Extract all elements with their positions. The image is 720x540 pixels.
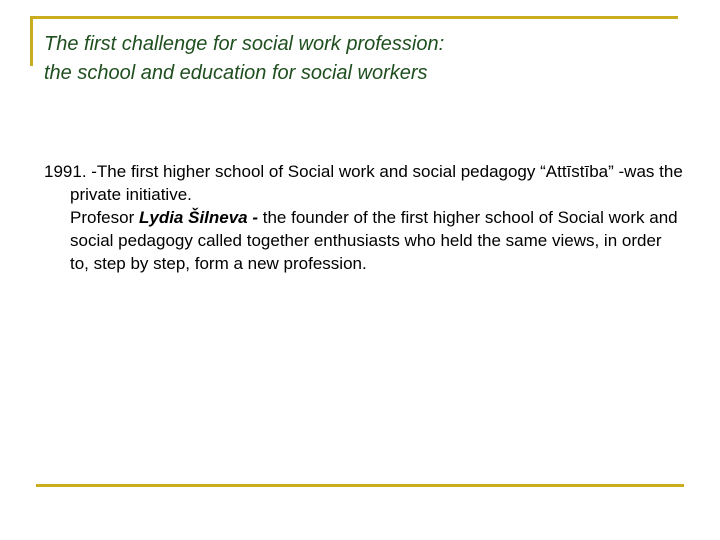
founder-prefix: Profesor: [70, 208, 139, 227]
founder-description: the founder of the first higher school of Social work and social pedagogy called together enthusiasts who held the same views, in order to, step by step, form a new profession.: [70, 208, 678, 273]
slide-body: [44, 160, 684, 275]
paragraph-1991: 1991. -The first higher school of Social work and social pedagogy “Attīstība” -was the private initiative.: [44, 162, 683, 204]
top-rule: [30, 16, 678, 19]
title-line-1: The first challenge for social work profession:: [44, 33, 445, 55]
paragraph-founder: [44, 206, 684, 275]
bottom-rule: [36, 484, 684, 487]
left-rule: [30, 16, 33, 66]
founder-name: Lydia Šilneva -: [138, 208, 263, 227]
title-line-2: the school and education for social workers: [44, 62, 428, 84]
slide-title: [44, 30, 684, 88]
